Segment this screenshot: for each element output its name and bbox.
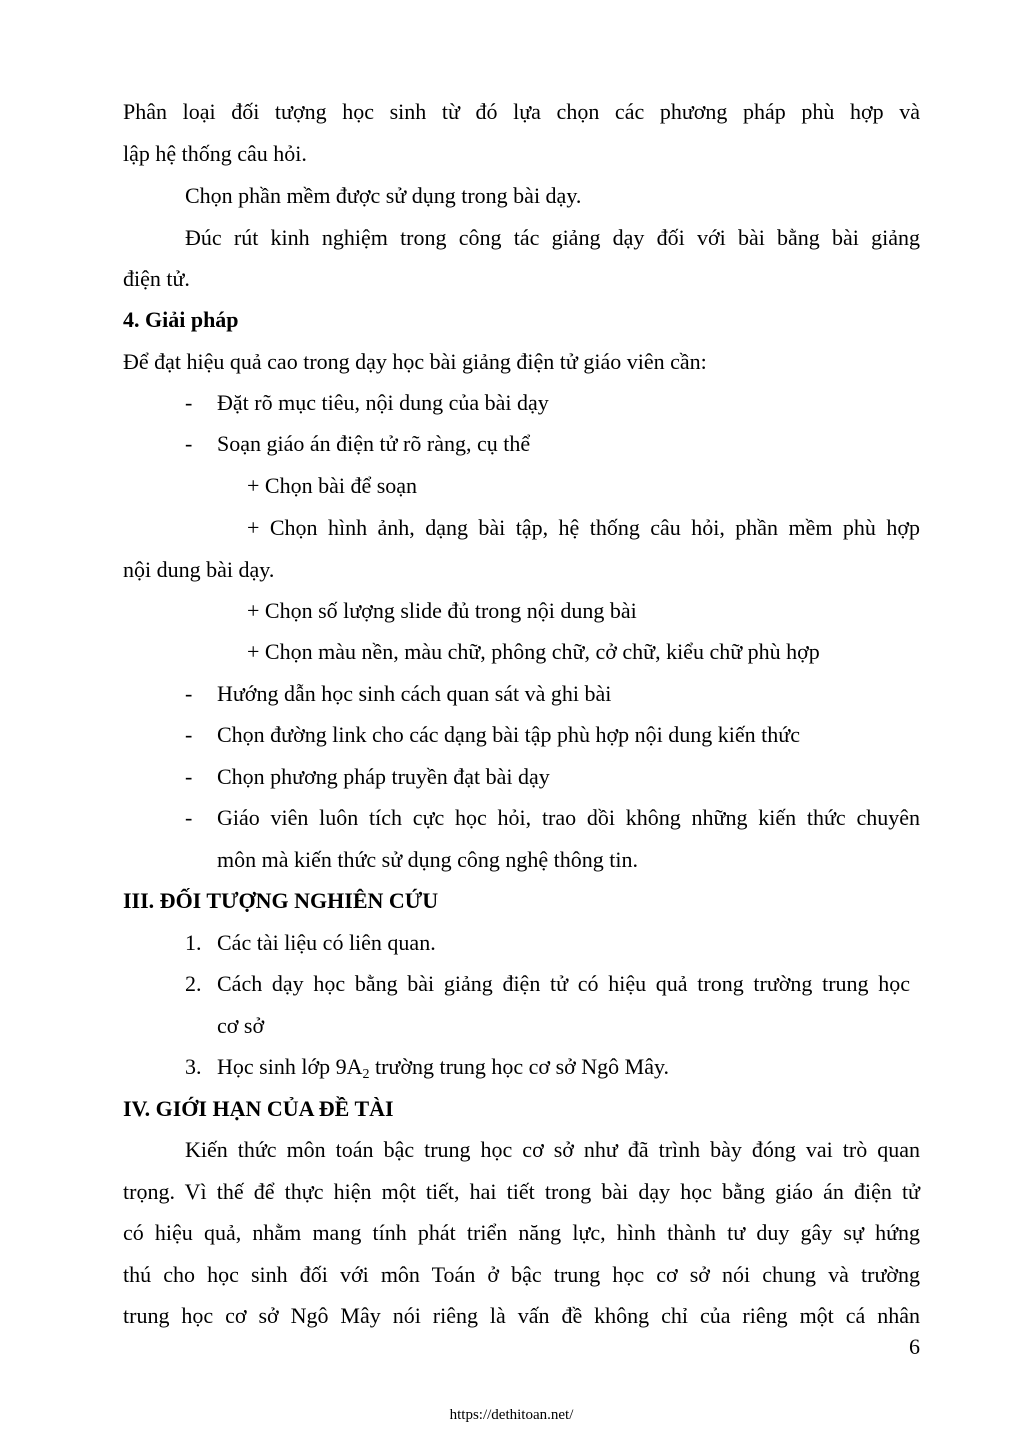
bullet-4: Chọn đường link cho các dạng bài tập phù hợp nội dung kiến thức	[217, 722, 800, 747]
numbered-marker-2: 2.	[185, 971, 202, 996]
numbered-item-2-line-2: cơ sở	[217, 1013, 265, 1038]
intro-paragraph-3-line-1: Đúc rút kinh nghiệm trong công tác giảng dạy đối với bài bằng bài giảng	[185, 225, 920, 250]
bullet-6-line-2: môn mà kiến thức sử dụng công nghệ thông tin.	[217, 847, 639, 872]
numbered-item-3-subscript: 2	[362, 1067, 370, 1082]
section-iii-heading: III. ĐỐI TƯỢNG NGHIÊN CỨU	[123, 888, 439, 913]
bullet-5: Chọn phương pháp truyền đạt bài dạy	[217, 764, 550, 789]
bullet-6-line-1: Giáo viên luôn tích cực học hỏi, trao dồi không những kiến thức chuyên	[217, 805, 920, 830]
sub-item-2-line-1: + Chọn hình ảnh, dạng bài tập, hệ thống câu hỏi, phần mềm phù hợp	[247, 515, 920, 540]
intro-paragraph-1-line-2: lập hệ thống câu hỏi.	[123, 141, 307, 166]
bullet-2: Soạn giáo án điện tử rõ ràng, cụ thể	[217, 431, 531, 456]
numbered-marker-3: 3.	[185, 1054, 202, 1079]
numbered-item-3	[217, 1054, 669, 1080]
sub-item-2-line-2: nội dung bài dạy.	[123, 557, 275, 582]
section-iv-paragraph-line-2: trọng. Vì thế để thực hiện một tiết, hai tiết trong bài dạy học bằng giáo án điện tử	[123, 1179, 920, 1204]
numbered-item-1: Các tài liệu có liên quan.	[217, 930, 436, 955]
sub-item-4: + Chọn màu nền, màu chữ, phông chữ, cở chữ, kiểu chữ phù hợp	[247, 639, 820, 664]
section-iv-paragraph-line-4: thú cho học sinh đối với môn Toán ở bậc trung học cơ sở nói chung và trường	[123, 1262, 920, 1287]
section-4-lead: Để đạt hiệu quả cao trong dạy học bài giảng điện tử giáo viên cần:	[123, 349, 707, 374]
bullet-marker: -	[185, 722, 193, 747]
page-number: 6	[909, 1334, 920, 1359]
numbered-item-3-pre: Học sinh lớp 9A	[217, 1054, 363, 1079]
numbered-item-2-line-1: Cách dạy học bằng bài giảng điện tử có hiệu quả trong trường trung học	[217, 971, 910, 996]
bullet-1: Đặt rõ mục tiêu, nội dung của bài dạy	[217, 390, 549, 415]
bullet-marker: -	[185, 681, 193, 706]
intro-paragraph-3-line-2: điện tử.	[123, 266, 190, 291]
section-iv-heading: IV. GIỚI HẠN CỦA ĐỀ TÀI	[123, 1096, 394, 1121]
bullet-marker: -	[185, 764, 193, 789]
footer-url[interactable]: https://dethitoan.net/	[449, 1407, 574, 1423]
intro-paragraph-2: Chọn phần mềm được sử dụng trong bài dạy.	[185, 183, 582, 208]
section-iv-paragraph-line-3: có hiệu quả, nhằm mang tính phát triển năng lực, hình thành tư duy gây sự hứng	[123, 1220, 920, 1245]
section-iv-paragraph-line-5: trung học cơ sở Ngô Mây nói riêng là vấn đề không chỉ của riêng một cá nhân	[123, 1303, 920, 1328]
section-iv-paragraph-line-1: Kiến thức môn toán bậc trung học cơ sở như đã trình bày đóng vai trò quan	[185, 1137, 920, 1162]
bullet-marker: -	[185, 805, 193, 830]
sub-item-3: + Chọn số lượng slide đủ trong nội dung bài	[247, 598, 637, 623]
bullet-marker: -	[185, 431, 193, 456]
intro-paragraph-1-line-1: Phân loại đối tượng học sinh từ đó lựa chọn các phương pháp phù hợp và	[123, 99, 920, 124]
section-4-heading: 4. Giải pháp	[123, 307, 239, 332]
numbered-marker-1: 1.	[185, 930, 202, 955]
bullet-3: Hướng dẫn học sinh cách quan sát và ghi bài	[217, 681, 612, 706]
numbered-item-3-post: trường trung học cơ sở Ngô Mây.	[369, 1054, 670, 1079]
sub-item-1: + Chọn bài để soạn	[247, 473, 418, 498]
bullet-marker: -	[185, 390, 193, 415]
